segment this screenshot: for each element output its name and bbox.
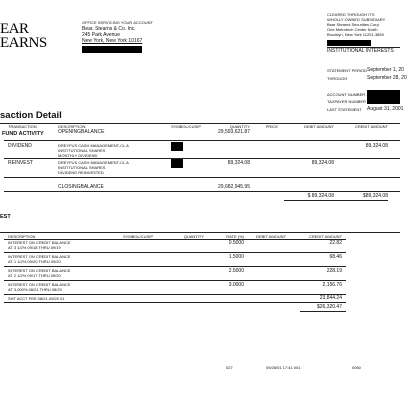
column-header: DESCRIPTION <box>58 124 86 129</box>
page-title: saction Detail <box>0 110 62 121</box>
interest-description: INTEREST ON CREDIT BALANCE <box>8 254 71 259</box>
total-credit: $89,324.08 <box>362 193 388 199</box>
taxpayer-label: TAXPAYER NUMBER <box>327 99 366 104</box>
footer-code: 027 <box>226 365 233 370</box>
interest-rate: 2.5000 <box>228 268 244 274</box>
office-name: Bear, Stearns & Co. Inc. <box>82 26 136 32</box>
row-description: MONTHLY DIVIDEND <box>58 153 98 158</box>
redacted-taxpayer-number <box>367 97 400 104</box>
clearing-line: WHOLLY OWNED SUBSIDIARY <box>327 17 386 22</box>
logo-line-2: EARNS <box>0 35 47 51</box>
through-value: September 28, 20 <box>367 75 407 81</box>
interest-description: AT 3 1/2% 09/18 THRU 09/19 <box>8 245 61 250</box>
interest-credit: 23,844.24 <box>319 295 342 301</box>
interest-description: AT 2 1/2% 09/17 THRU 09/20 <box>8 273 61 278</box>
row-description: INSTITUTIONAL SHARES <box>58 148 106 153</box>
redacted-block <box>82 46 142 53</box>
interest-credit: 22.82 <box>329 240 342 246</box>
clearing-line: CLEARED THROUGH ITS <box>327 12 375 17</box>
row-description: INSTITUTIONAL SHARES <box>58 165 106 170</box>
clearing-line: One Metrotech Center North <box>327 27 378 32</box>
row-description: OPENINGBALANCE <box>58 129 105 135</box>
divider <box>284 200 388 201</box>
last-statement-label: LAST STATEMENT <box>327 107 362 112</box>
office-street: 245 Park Avenue <box>82 32 120 38</box>
footer-id: 0060 <box>352 365 361 370</box>
row-transaction: DIVIDEND <box>8 143 32 149</box>
total-debit: $ 89,324.08 <box>307 193 334 199</box>
interest-heading: EST <box>0 214 11 220</box>
row-quantity: 29,593,621.87 <box>218 129 250 135</box>
divider <box>4 280 346 281</box>
office-block <box>82 20 153 44</box>
last-statement-value: August 31, 2001 <box>367 106 404 112</box>
divider <box>4 294 346 295</box>
column-header: CREDIT AMOUNT <box>354 124 388 129</box>
interest-rate: 1.5000 <box>228 254 244 260</box>
column-header: QUANTITY <box>229 124 250 129</box>
statement-period-value: September 1, 20 <box>367 67 404 73</box>
redacted-block <box>327 40 371 46</box>
interest-credit: 68.46 <box>329 254 342 260</box>
redacted-account-number <box>367 90 400 97</box>
statement-period-label: STATEMENT PERIOD <box>327 68 368 73</box>
row-description: DREYFUS CASH MANAGEMENT-CL A <box>58 143 129 148</box>
interest-description: INTEREST ON CREDIT BALANCE <box>8 282 71 287</box>
office-heading: OFFICE SERVICING YOUR ACCOUNT <box>82 20 153 25</box>
divider <box>4 158 400 159</box>
logo-line-1: EAR <box>0 21 29 37</box>
column-header: DESCRIPTION <box>8 234 36 239</box>
column-header: DEBIT AMOUNT <box>256 234 286 239</box>
column-header: QUANTITY <box>183 234 204 239</box>
row-debit: 89,324.08 <box>311 160 334 166</box>
through-label: THROUGH <box>327 76 348 81</box>
divider <box>4 266 346 267</box>
row-quantity: 29,682,945.95 <box>218 184 250 190</box>
row-transaction: REINVEST <box>8 160 34 166</box>
column-header: DEBIT AMOUNT <box>304 124 334 129</box>
redacted-cusip <box>171 142 183 151</box>
column-header: SYMBOL/CUSIP <box>171 124 202 129</box>
column-header: PRICE <box>265 124 278 129</box>
row-quantity: 89,324.08 <box>227 160 250 166</box>
interest-rate: 0.5000 <box>228 240 244 246</box>
bear-stearns-logo <box>0 22 47 50</box>
redacted-cusip <box>171 159 183 168</box>
interest-description: AT 1 1/2% 09/20 THRU 09/20 <box>8 259 61 264</box>
row-description: CLOSINGBALANCE <box>58 184 104 190</box>
divider <box>4 302 346 303</box>
account-number-label: ACCOUNT NUMBER <box>327 92 366 97</box>
interest-rate: 3.0000 <box>228 282 244 288</box>
interest-description: INTEREST ON CREDIT BALANCE <box>8 268 71 273</box>
row-credit: 89,324.08 <box>365 143 388 149</box>
row-description: DREYFUS CASH MANAGEMENT-CL A <box>58 160 129 165</box>
divider <box>4 177 400 178</box>
office-city: New York, New York 10167 <box>82 38 143 44</box>
clearing-line: Bear Stearns Securities Corp. <box>327 22 380 27</box>
column-header: SYMBOL/CUSIP <box>123 234 154 239</box>
divider <box>0 232 400 233</box>
interest-description: INTEREST ON CREDIT BALANCE <box>8 240 71 245</box>
interest-total-credit: $26,320.47 <box>316 304 342 310</box>
column-header: CREDIT AMOUNT <box>308 234 342 239</box>
divider <box>4 140 400 141</box>
institutional-label: INSTITUTIONAL INTERESTS <box>327 48 394 54</box>
interest-credit: 2,156.76 <box>322 282 342 288</box>
divider <box>300 311 346 312</box>
footer-timestamp: 09/28/01 17:41 001 <box>266 365 301 370</box>
interest-description: AT 3,000% 08/21 THRU 08/20 <box>8 287 62 292</box>
column-header: RATE (%) <box>226 234 244 239</box>
column-header: TRANSACTION <box>8 124 37 129</box>
divider <box>4 252 346 253</box>
fund-activity-heading: FUND ACTIVITY <box>2 131 44 137</box>
row-description: DIVIDEND REINVESTED <box>58 170 104 175</box>
clearing-line: Brooklyn, New York 11201-3859 <box>327 32 384 37</box>
clearing-block <box>327 12 385 37</box>
interest-description: SHT ACCT FEE 08/21-09/20 01 <box>8 296 65 301</box>
divider <box>4 191 400 192</box>
interest-credit: 228.19 <box>326 268 342 274</box>
